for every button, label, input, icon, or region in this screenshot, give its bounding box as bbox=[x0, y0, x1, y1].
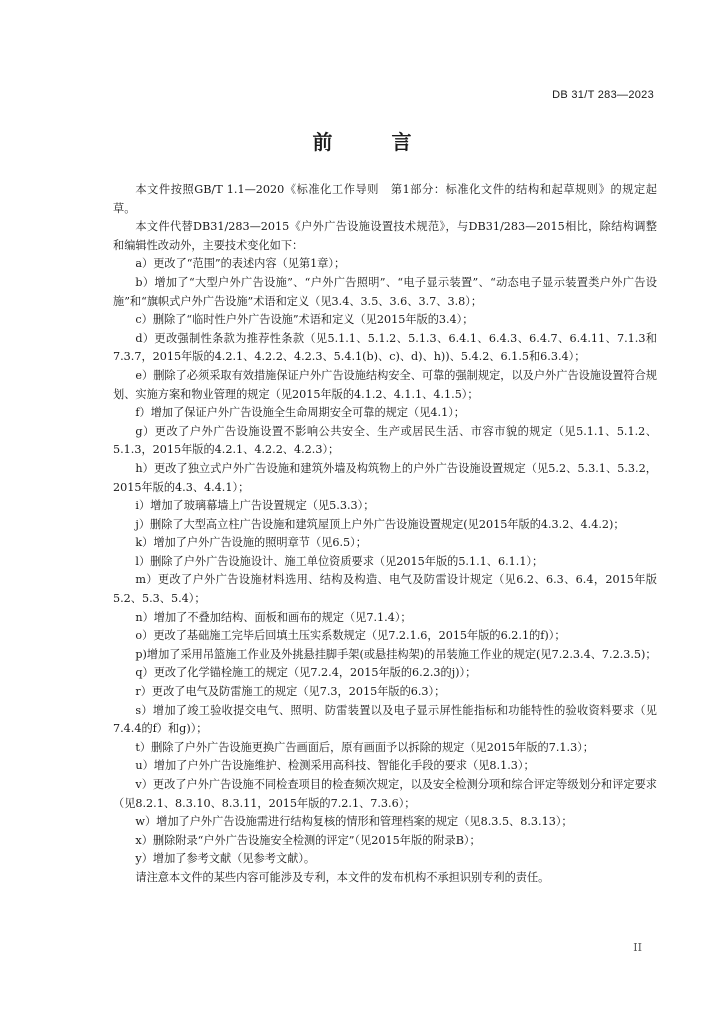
change-item: j）删除了大型高立柱广告设施和建筑屋顶上户外广告设施设置规定(见2015年版的4.3.2、4.4.2)； bbox=[135, 517, 625, 531]
change-item: m）更改了户外广告设施材料选用、结构及构造、电气及防雷设计规定（见6.2、6.3、6.4，2015年版5.2、5.3、5.4）； bbox=[113, 573, 657, 606]
change-item: k）增加了户外广告设施的照明章节（见6.5）； bbox=[135, 536, 367, 550]
change-item: r）更改了电气及防雷施工的规定（见7.3，2015年版的6.3）； bbox=[135, 685, 446, 699]
change-item: f）增加了保证户外广告设施全生命周期安全可靠的规定（见4.1）； bbox=[135, 406, 465, 420]
change-item: h）更改了独立式户外广告设施和建筑外墙及构筑物上的户外广告设施设置规定（见5.2、5.3.1、5.3.2，2015年版的4.3、4.4.1）； bbox=[113, 461, 657, 494]
document-code: DB 31/T 283—2023 bbox=[552, 89, 654, 101]
change-item: b）增加了“大型户外广告设施”、“户外广告照明”、“电子显示装置”、“动态电子显示装置类户外广告设施”和“旗帜式户外广告设施”术语和定义（见3.4、3.5、3.6、3.7、3.8）； bbox=[113, 275, 657, 308]
change-item: i）增加了玻璃幕墙上广告设置规定（见5.3.3）； bbox=[135, 499, 375, 513]
intro-paragraph: 本文件按照GB/T 1.1—2020《标准化工作导则 第1部分：标准化文件的结构和起草规则》的规定起草。 bbox=[113, 183, 657, 215]
change-item: w）增加了户外广告设施需进行结构复核的情形和管理档案的规定（见8.3.5、8.3.13）； bbox=[135, 815, 573, 829]
change-item: n）增加了不叠加结构、面板和画布的规定（见7.1.4）； bbox=[135, 610, 412, 624]
change-item: x）删除附录“户外广告设施安全检测的评定”（见2015年版的附录B）； bbox=[135, 833, 481, 847]
change-item: c）删除了“临时性户外广告设施”术语和定义（见2015年版的3.4）； bbox=[135, 313, 474, 327]
change-item: o）更改了基础施工完毕后回填土压实系数规定（见7.2.1.6，2015年版的6.2.1的f)）； bbox=[135, 629, 566, 643]
page-title: 前 言 bbox=[312, 130, 438, 154]
change-item: u）增加了户外广告设施维护、检测采用高科技、智能化手段的要求（见8.1.3）； bbox=[135, 759, 535, 773]
change-item: p)增加了采用吊篮施工作业及外挑悬挂脚手架(或悬挂构架)的吊装施工作业的规定(见7.2.3.4、7.2.3.5)； bbox=[135, 647, 657, 661]
intro-paragraph: 本文件代替DB31/283—2015《户外广告设施设置技术规范》，与DB31/283—2015相比，除结构调整和编辑性改动外，主要技术变化如下： bbox=[113, 220, 657, 252]
patent-notice: 请注意本文件的某些内容可能涉及专利，本文件的发布机构不承担识别专利的责任。 bbox=[135, 870, 550, 884]
change-item: g）更改了户外广告设施设置不影响公共安全、生产或居民生活、市容市貌的规定（见5.1.1、5.1.2、5.1.3，2015年版的4.2.1、4.2.2、4.2.3）； bbox=[113, 424, 657, 457]
change-item: v）更改了户外广告设施不同检查项目的检查频次规定，以及安全检测分项和综合评定等级划分和评定要求（见8.2.1、8.3.10、8.3.11，2015年版的7.2.1、7.3.6）； bbox=[113, 778, 657, 810]
change-item: t）删除了户外广告设施更换广告画面后，原有画面予以拆除的规定（见2015年版的7.1.3）； bbox=[135, 740, 594, 754]
change-item: a）更改了“范围”的表述内容（见第1章）； bbox=[135, 257, 346, 271]
change-item: e）删除了必须采取有效措施保证户外广告设施结构安全、可靠的强制规定，以及户外广告设施设置符合规划、实施方案和物业管理的规定（见2015年版的4.1.2、4.1.1、4.1.5）； bbox=[113, 368, 657, 401]
change-item: q）更改了化学锚栓施工的规定（见7.2.4，2015年版的6.2.3的j)）； bbox=[135, 666, 477, 680]
change-item: s）增加了竣工验收提交电气、照明、防雷装置以及电子显示屏性能指标和功能特性的验收资料要求（见7.4.4的f）和g)）； bbox=[113, 703, 657, 736]
foreword-body bbox=[113, 181, 657, 888]
change-item: l）删除了户外广告设施设计、施工单位资质要求（见2015年版的5.1.1、6.1.1）； bbox=[135, 554, 544, 568]
page-number: II bbox=[633, 941, 642, 954]
changes-list bbox=[113, 255, 657, 869]
change-item: d）更改强制性条款为推荐性条款（见5.1.1、5.1.2、5.1.3、6.4.1、6.4.3、6.4.7、6.4.11、7.1.3和7.3.7，2015年版的4.2.1、4.2.2、4.2.3、5.4.1(b)、c)、d)、h))、5.4.2、6.1.5和6.3.4）； bbox=[113, 331, 657, 364]
change-item: y）增加了参考文献（见参考文献）。 bbox=[135, 852, 316, 866]
